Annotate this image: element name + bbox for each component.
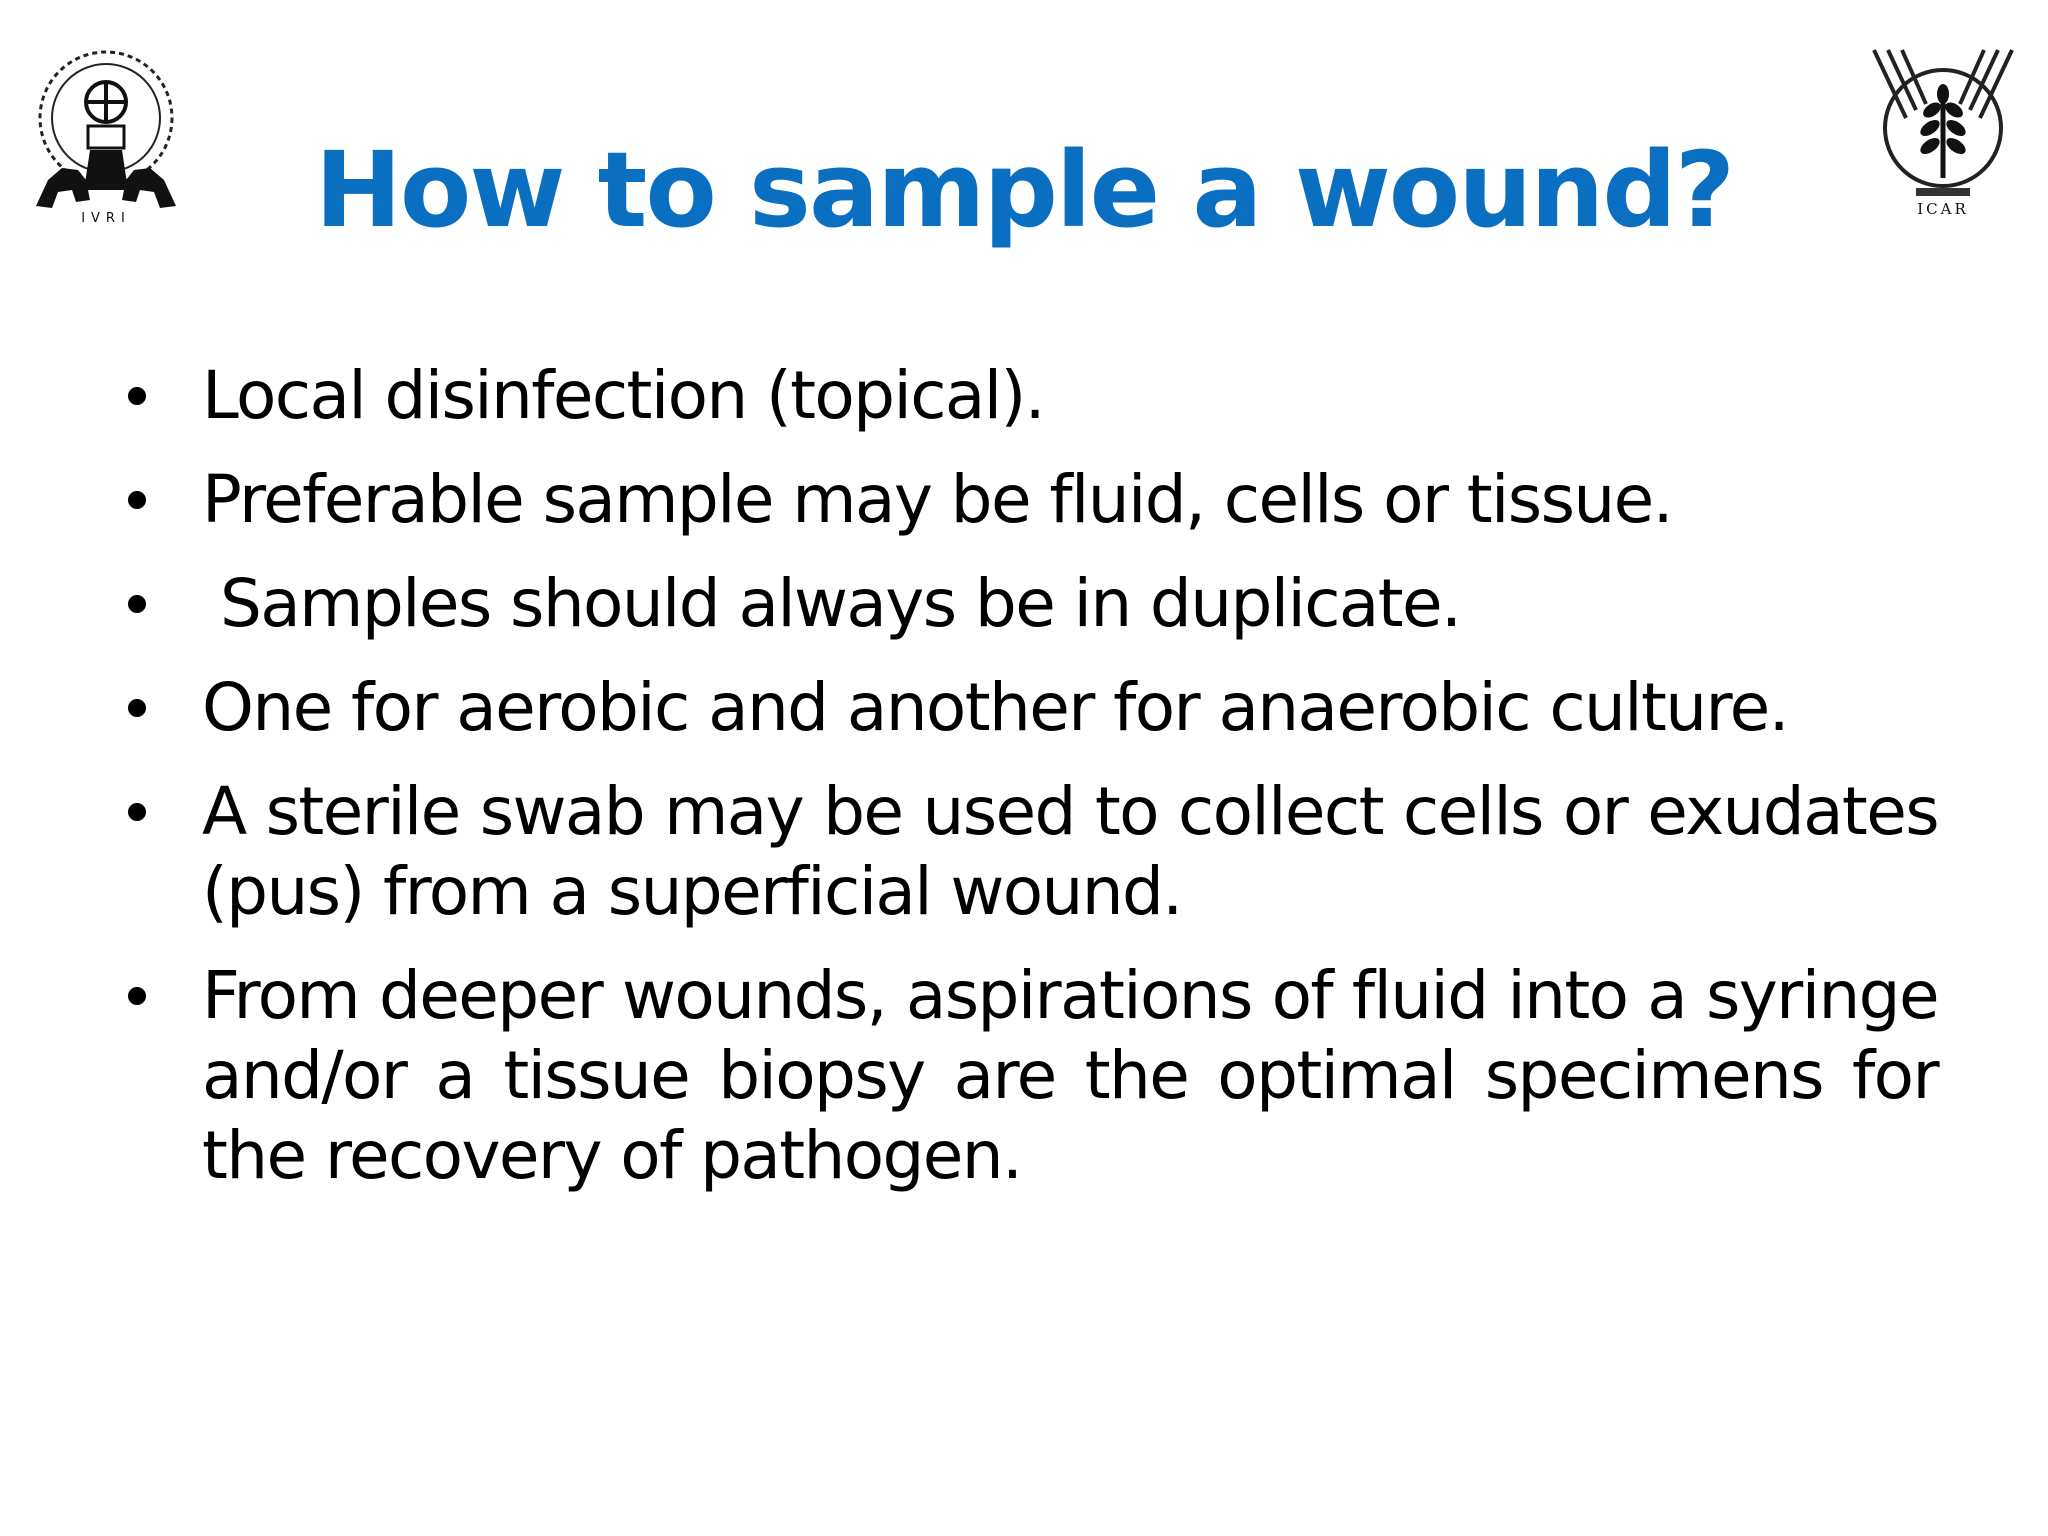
bullet-item [128,668,1938,748]
bullet-text: Samples should always be in duplicate. [220,565,1461,642]
bullet-dot-icon [128,699,146,717]
bullet-dot-icon [128,987,146,1005]
bullet-list [128,356,1938,1220]
bullet-text: Local disinfection (topical). [202,357,1044,434]
bullet-item [128,564,1938,644]
bullet-item [128,460,1938,540]
slide-title: How to sample a wound? [314,129,1734,251]
bullet-dot-icon [128,491,146,509]
bullet-text: One for aerobic and another for anaerobic culture. [202,669,1788,746]
bullet-dot-icon [128,387,146,405]
bullet-item [128,772,1938,932]
bullet-text: Preferable sample may be fluid, cells or tissue. [202,461,1672,538]
ivri-label: IVRI [81,211,131,226]
bullet-dot-icon [128,803,146,821]
bullet-item [128,956,1938,1196]
bullet-text: From deeper wounds, aspirations of fluid into a syringe and/or a tissue biopsy are the optimal specimens for the recovery of pathogen. [202,957,1938,1194]
icar-label: ICAR [1917,200,1969,218]
bullet-text: A sterile swab may be used to collect cells or exudates (pus) from a superficial wound. [202,773,1938,930]
bullet-item [128,356,1938,436]
bullet-dot-icon [128,595,146,613]
